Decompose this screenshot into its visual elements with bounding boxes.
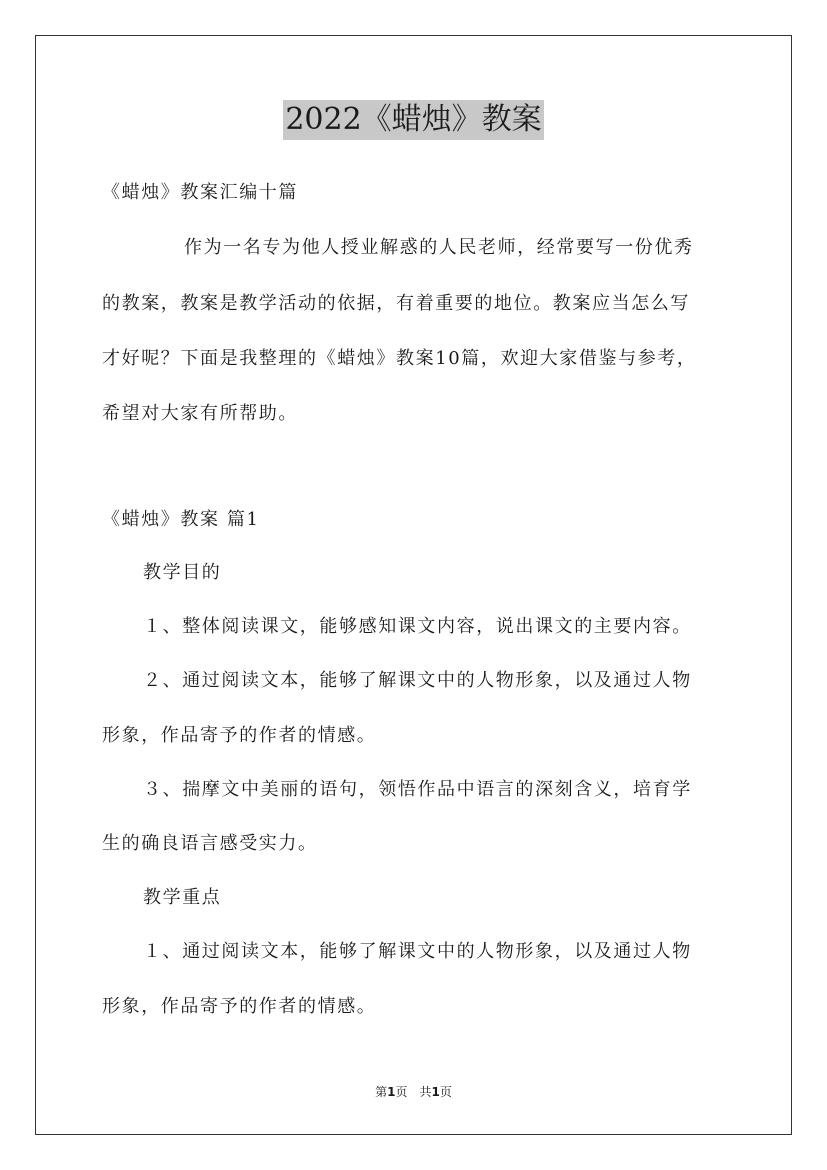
- goal-3-line-1: ３、揣摩文中美丽的语句，领悟作品中语言的深刻含义，培育学: [143, 779, 692, 800]
- page-suffix: 页: [439, 1085, 452, 1099]
- goal-1: １、整体阅读课文，能够感知课文内容，说出课文的主要内容。: [143, 616, 692, 637]
- page-total: 1: [431, 1085, 440, 1099]
- intro-line-4: 希望对大家有所帮助。: [102, 403, 298, 424]
- page-footer: [0, 1084, 827, 1100]
- section-heading: 《蜡烛》教案 篇1: [102, 509, 260, 530]
- page-mid: 页 共: [395, 1085, 432, 1099]
- teaching-goals-heading: 教学目的: [143, 562, 222, 583]
- goal-2-line-2: 形象，作品寄予的作者的情感。: [102, 725, 377, 746]
- document-subtitle: 《蜡烛》教案汇编十篇: [102, 182, 298, 203]
- key-points-heading: 教学重点: [143, 887, 222, 908]
- key-point-1-line-1: １、通过阅读文本，能够了解课文中的人物形象，以及通过人物: [143, 941, 692, 962]
- key-point-1-line-2: 形象，作品寄予的作者的情感。: [102, 996, 377, 1017]
- document-title: 2022《蜡烛》教案: [283, 100, 543, 140]
- title-wrapper: [0, 100, 827, 140]
- intro-line-2: 的教案，教案是教学活动的依据，有着重要的地位。教案应当怎么写: [102, 293, 690, 314]
- goal-3-line-2: 生的确良语言感受实力。: [102, 833, 318, 854]
- intro-line-3: 才好呢？下面是我整理的《蜡烛》教案10篇，欢迎大家借鉴与参考，: [102, 348, 697, 369]
- goal-2-line-1: ２、通过阅读文本，能够了解课文中的人物形象，以及通过人物: [143, 670, 692, 691]
- page-prefix: 第: [375, 1085, 388, 1099]
- page-number: 1: [387, 1085, 396, 1099]
- intro-line-1: 作为一名专为他人授业解惑的人民老师，经常要写一份优秀: [184, 237, 694, 258]
